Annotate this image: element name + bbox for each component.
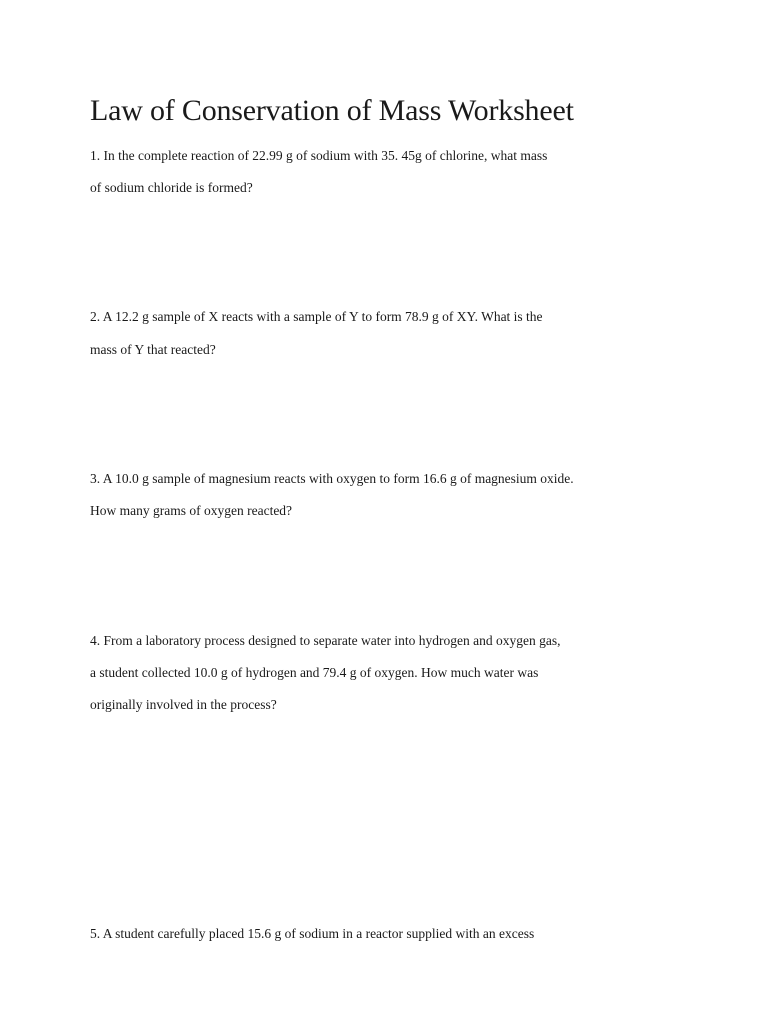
question-4-line-3: originally involved in the process? [90, 697, 277, 712]
question-4-line-2: a student collected 10.0 g of hydrogen and 79.4 g of oxygen. How much water was [90, 665, 539, 680]
question-5-line-1: 5. A student carefully placed 15.6 g of sodium in a reactor supplied with an excess [90, 926, 535, 941]
question-2-line-2: mass of Y that reacted? [90, 342, 216, 357]
question-3-line-1: 3. A 10.0 g sample of magnesium reacts with oxygen to form 16.6 g of magnesium oxide. [90, 471, 574, 486]
question-3-line-2: How many grams of oxygen reacted? [90, 503, 293, 518]
question-2-line-1: 2. A 12.2 g sample of X reacts with a sample of Y to form 78.9 g of XY. What is the [90, 309, 543, 324]
question-1-line-2: of sodium chloride is formed? [90, 180, 253, 195]
question-4-line-1: 4. From a laboratory process designed to separate water into hydrogen and oxygen gas, [90, 633, 561, 648]
worksheet-title: Law of Conservation of Mass Worksheet [90, 94, 574, 127]
question-1-line-1: 1. In the complete reaction of 22.99 g of sodium with 35. 45g of chlorine, what mass [90, 148, 548, 163]
